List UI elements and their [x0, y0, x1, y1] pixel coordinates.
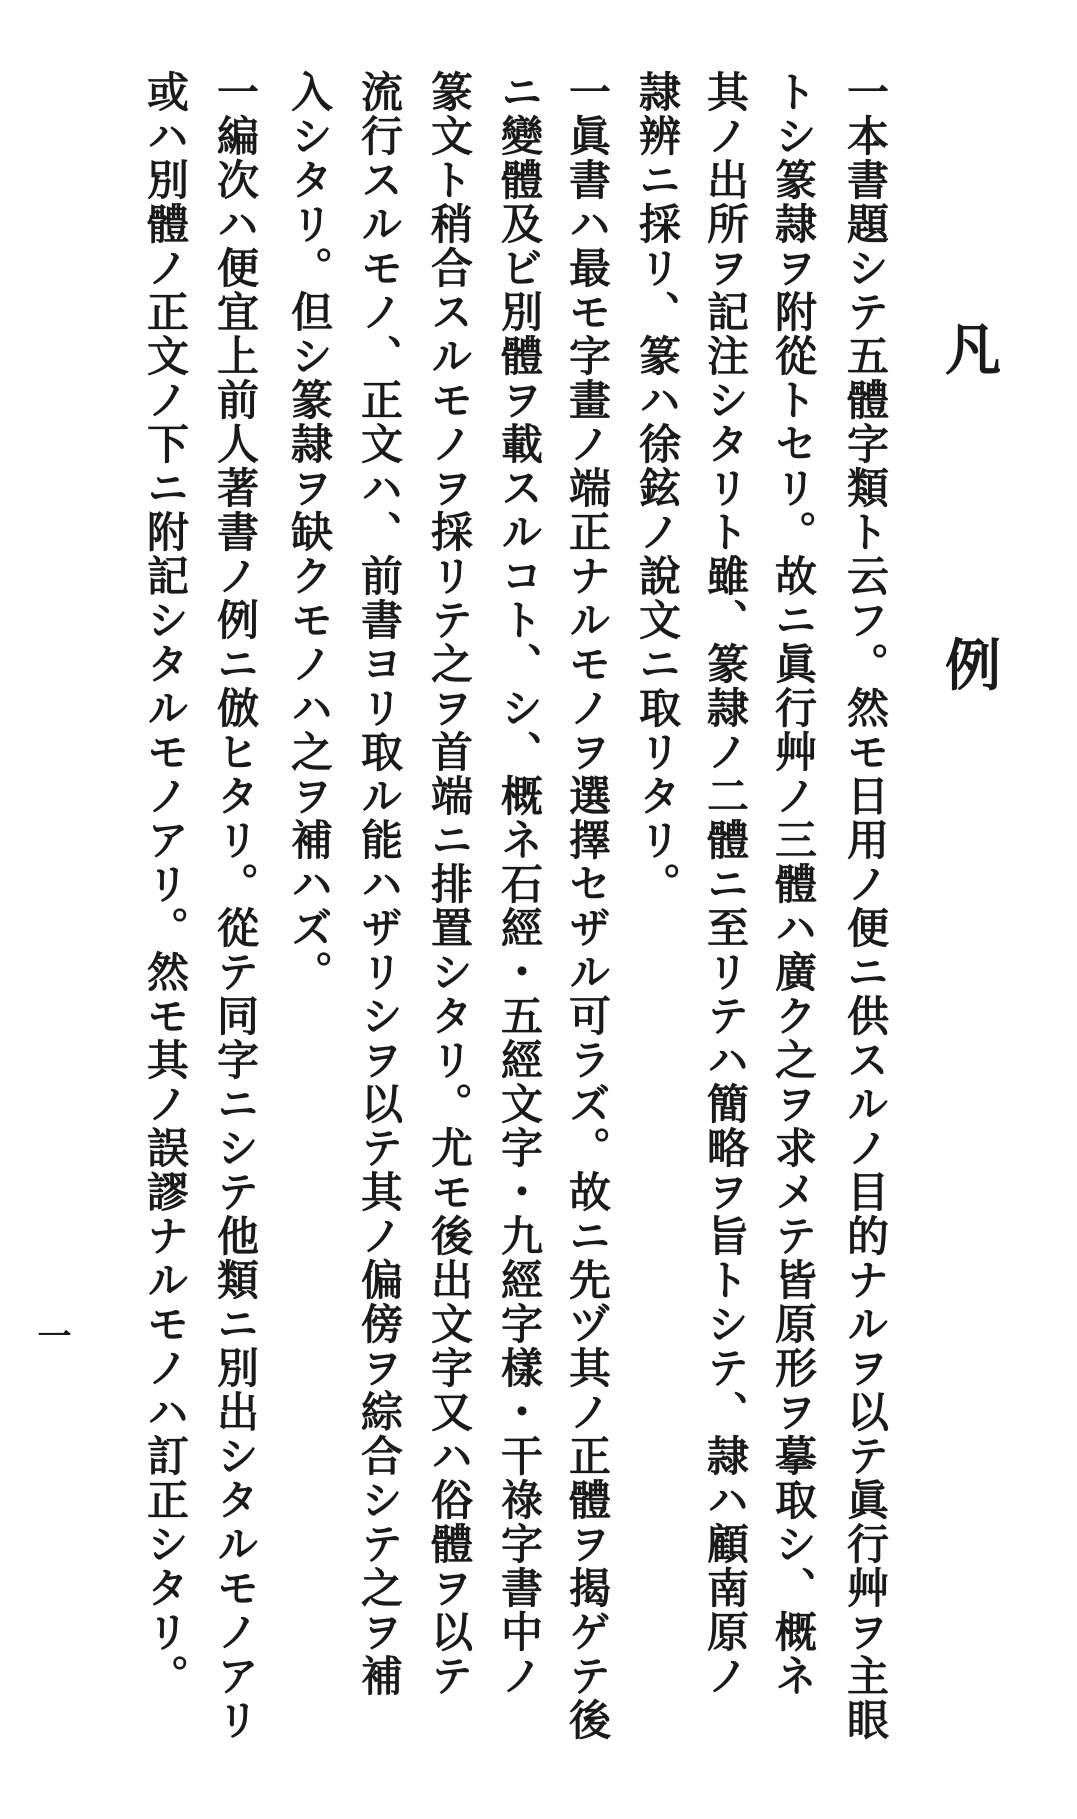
- text-column: 入シタリ。但シ篆隷ヲ缺クモノハ之ヲ補ハズ。: [285, 70, 334, 994]
- text-column: 一編次ハ便宜上前人著書ノ例ニ倣ヒタリ。從テ同字ニシテ他類ニ別出シタルモノアリ: [211, 70, 260, 1742]
- page-title: 凡 例: [936, 320, 1002, 812]
- text-column: 或ハ別體ノ正文ノ下ニ附記シタルモノアリ。然モ其ノ誤謬ナルモノハ訂正シタリ。: [141, 70, 190, 1698]
- page-number: 一: [31, 1318, 71, 1352]
- text-column: 一本書題シテ五體字類ト云フ。然モ日用ノ便ニ供スルノ目的ナルヲ以テ眞行艸ヲ主眼: [841, 70, 890, 1742]
- text-column: 一眞書ハ最モ字畫ノ端正ナルモノヲ選擇セザル可ラズ。故ニ先ヅ其ノ正體ヲ揭ゲテ後: [563, 70, 612, 1742]
- text-column: 隷辨ニ採リ、篆ハ徐鉉ノ說文ニ取リタリ。: [633, 70, 682, 906]
- text-column: ニ變體及ビ別體ヲ載スルコト、シ、概ネ石經・五經文字・九經字樣・干祿字書中ノ: [495, 70, 544, 1698]
- text-column: 流行スルモノ、正文ハ、前書ヨリ取ル能ハザリシヲ以テ其ノ偏傍ヲ綜合シテ之ヲ補: [355, 70, 404, 1698]
- text-column: 篆文ト稍合スルモノヲ採リテ之ヲ首端ニ排置シタリ。尤モ後出文字又ハ俗體ヲ以テ: [425, 70, 474, 1698]
- text-column: トシ篆隷ヲ附從トセリ。故ニ眞行艸ノ三體ハ廣ク之ヲ求メテ皆原形ヲ摹取シ、概ネ: [769, 70, 818, 1698]
- text-column: 其ノ出所ヲ記注シタリト雖、篆隷ノ二體ニ至リテハ簡略ヲ旨トシテ、隷ハ顧南原ノ: [701, 70, 750, 1698]
